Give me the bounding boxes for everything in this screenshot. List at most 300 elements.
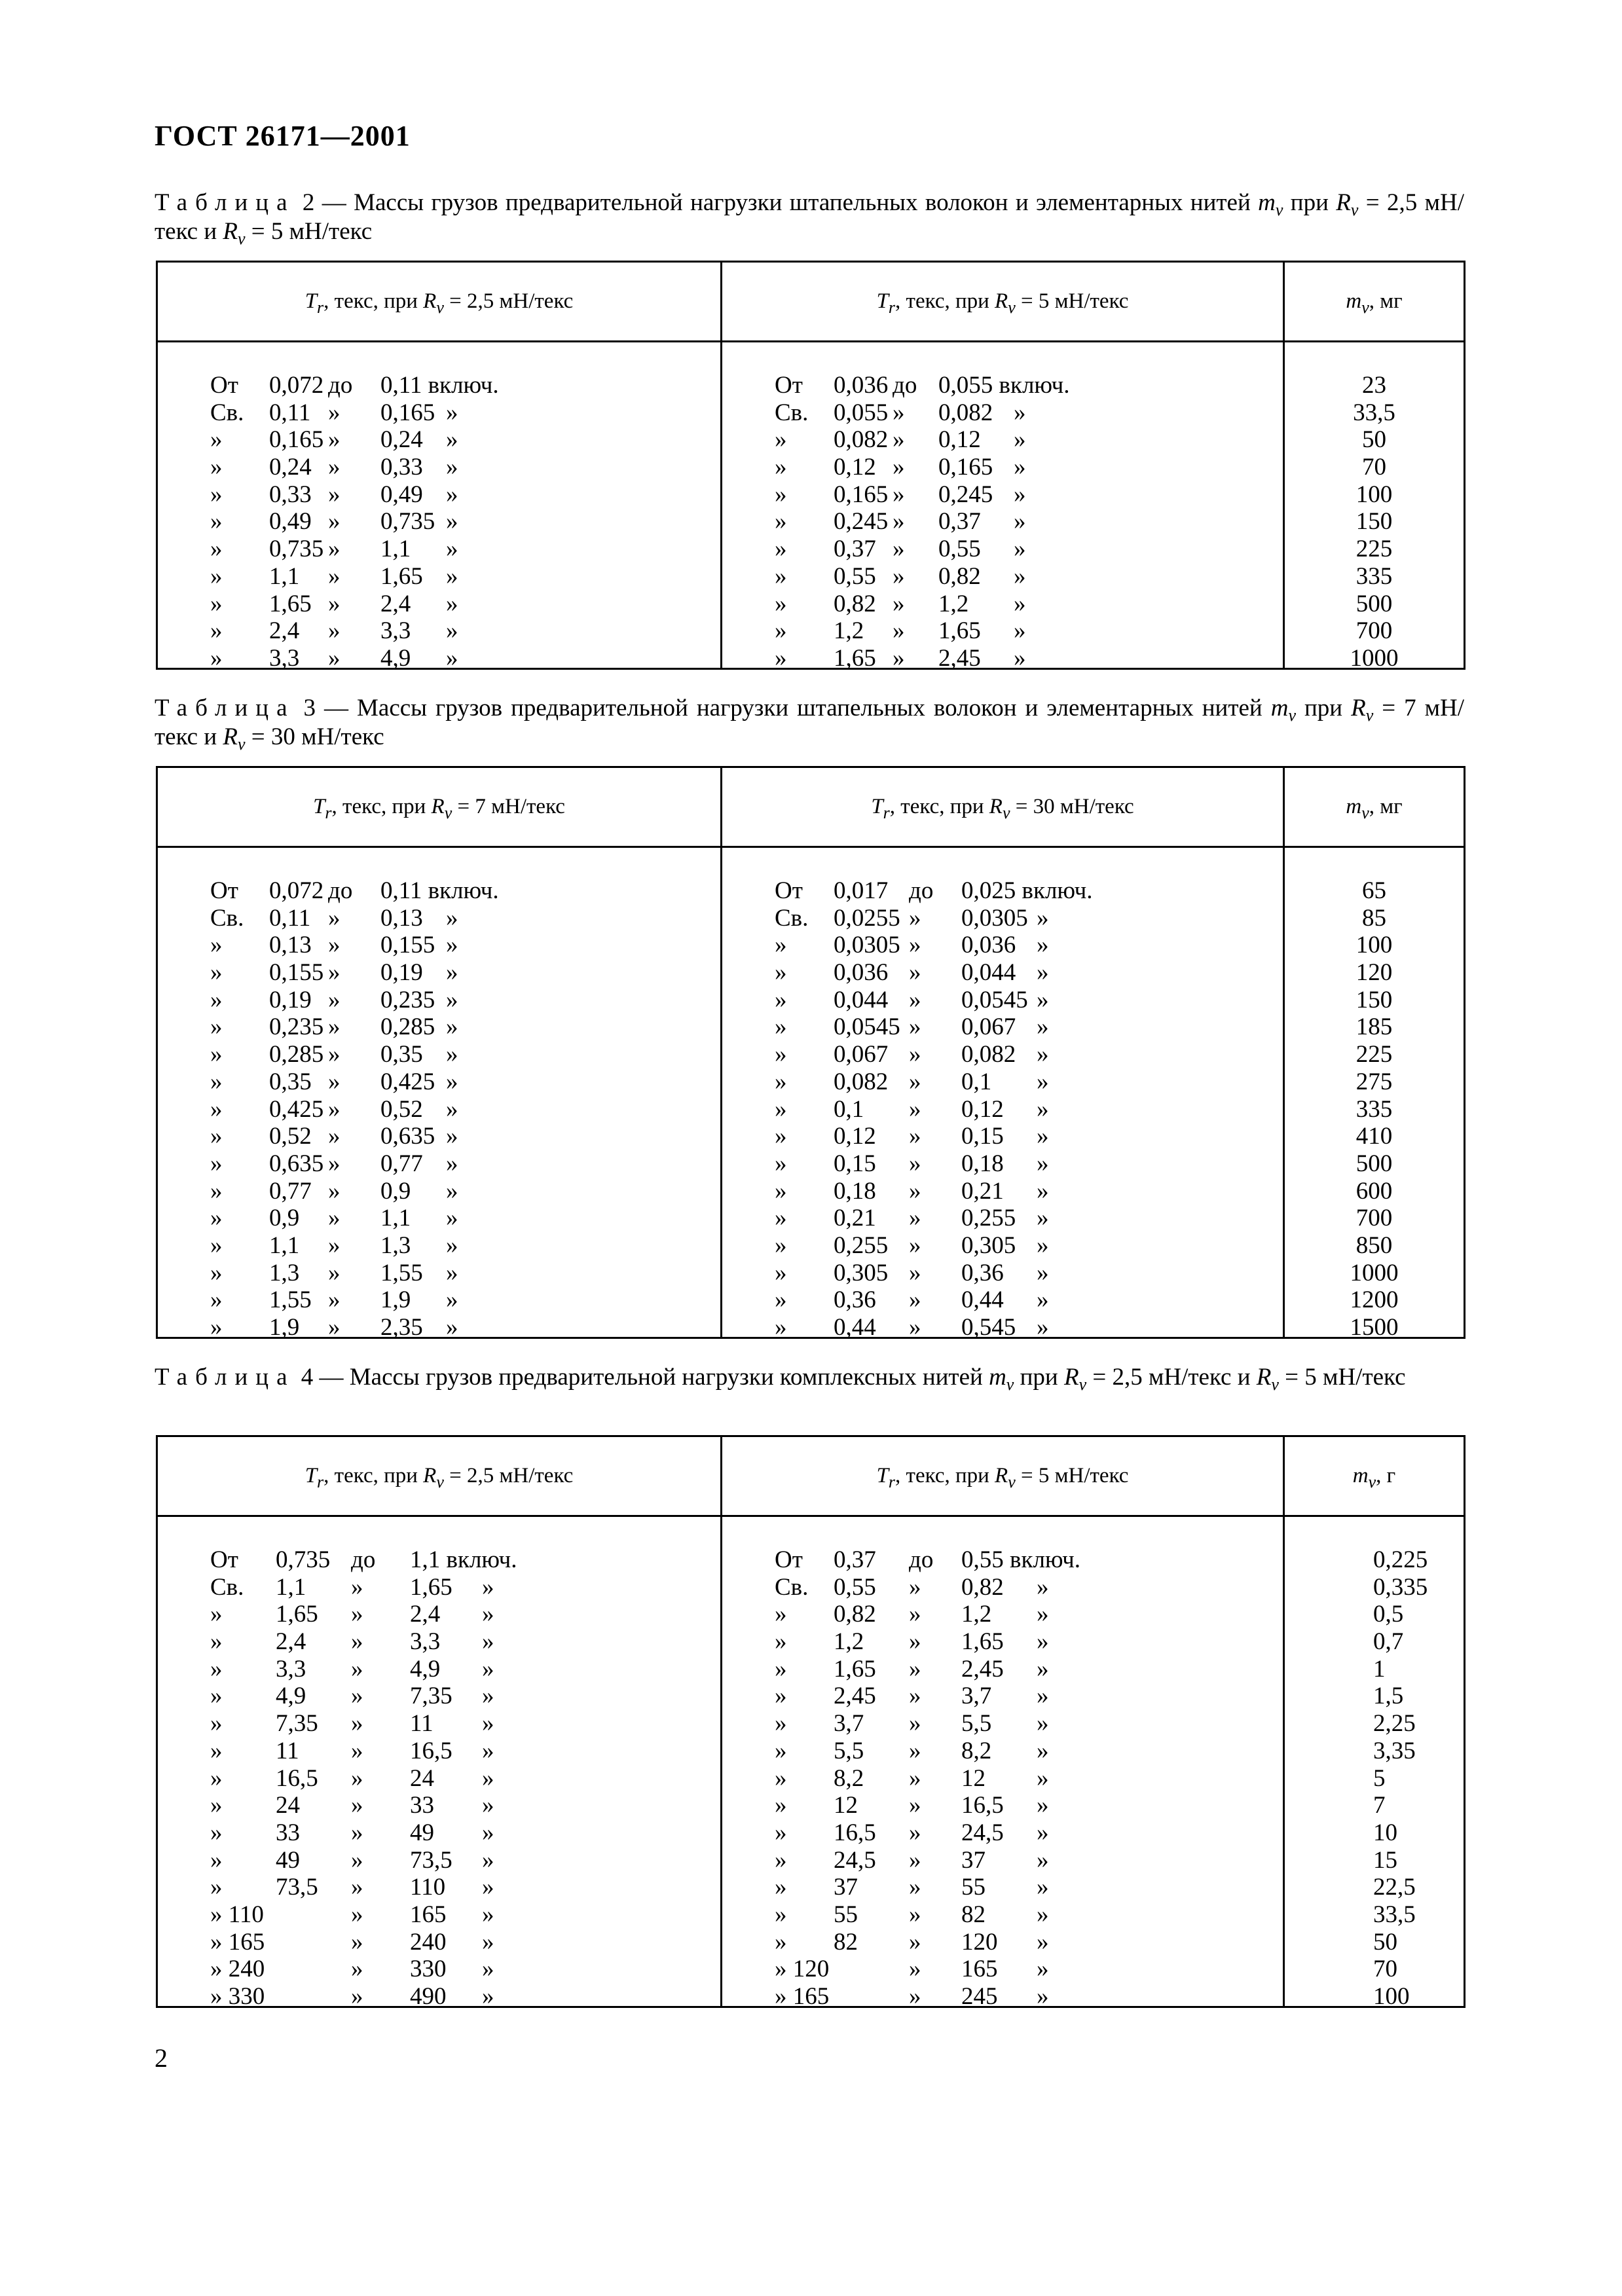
table-row: [1285, 1204, 1464, 1231]
cell-part: »: [775, 1205, 787, 1232]
mass-value: 0,335: [1373, 1573, 1428, 1601]
cell-part: 0,1: [961, 1068, 992, 1095]
cell-part: 0,52: [380, 1095, 423, 1123]
table-row: [1285, 481, 1464, 508]
cell-part: »: [909, 1928, 921, 1956]
cell-part: »: [909, 1628, 921, 1656]
cell-part: »: [909, 1286, 921, 1314]
cell-part: »: [1037, 1601, 1049, 1628]
cell-part: »: [1014, 590, 1026, 617]
cell-part: »: [1037, 1928, 1049, 1956]
cell-part: 24,5: [961, 1819, 1004, 1846]
table-row: [158, 877, 720, 904]
table-row: [722, 904, 1283, 932]
cell-part: 165: [961, 1956, 998, 1983]
cell-part: »: [328, 1150, 341, 1177]
cell-part: 0,33: [269, 481, 312, 508]
table-row: [1285, 986, 1464, 1013]
table-row: [158, 426, 720, 453]
mass-value: 185: [1355, 1013, 1393, 1041]
caption-sub: v: [1006, 1375, 1014, 1394]
table-row: [1285, 931, 1464, 958]
cell-part: »: [909, 1655, 921, 1683]
cell-part: От: [775, 372, 803, 399]
cell-part: »: [1037, 1819, 1049, 1846]
table-row: [722, 507, 1283, 535]
mass-value: 22,5: [1373, 1874, 1416, 1901]
cell-part: » 165: [775, 1983, 830, 2010]
table-row: [1285, 1709, 1464, 1737]
cell-part: »: [328, 986, 341, 1013]
cell-part: 1,9: [269, 1314, 300, 1341]
cell-part: »: [210, 454, 223, 481]
cell-part: »: [482, 1655, 494, 1683]
cell-part: »: [775, 1068, 787, 1095]
cell-part: Св.: [775, 399, 809, 426]
mass-value: 70: [1362, 454, 1386, 481]
header-text: , текс, при: [323, 1464, 424, 1487]
table-row: [158, 562, 720, 590]
header-sub: r: [317, 298, 324, 317]
mass-value: 500: [1355, 590, 1393, 617]
cell-part: 1,65: [276, 1601, 318, 1628]
caption-sub: v: [1350, 200, 1359, 219]
header-text: , г: [1376, 1464, 1396, 1487]
data-table: [156, 261, 1465, 670]
cell-part: 0,235: [269, 1013, 324, 1041]
mass-value: 150: [1355, 986, 1393, 1013]
cell-part: 5,5: [961, 1710, 992, 1738]
cell-part: »: [1037, 1205, 1049, 1232]
cell-part: 0,044: [834, 986, 889, 1013]
table-row: [158, 644, 720, 672]
table-row: [722, 1682, 1283, 1709]
cell-part: »: [210, 562, 223, 590]
cell-part: 0,165: [938, 454, 993, 481]
table-row: [1285, 371, 1464, 399]
caption-number: 3: [303, 695, 316, 721]
mass-value: 0,7: [1373, 1628, 1404, 1656]
cell-part: » 165: [210, 1928, 265, 1956]
mass-value: 850: [1355, 1231, 1393, 1259]
mass-value: 700: [1355, 1205, 1393, 1232]
cell-part: 0,425: [380, 1068, 435, 1095]
cell-part: »: [1037, 959, 1049, 987]
cell-part: »: [482, 1573, 494, 1601]
cell-part: 2,45: [938, 644, 981, 672]
cell-part: »: [328, 508, 341, 536]
cell-part: 240: [410, 1928, 447, 1956]
cell-part: 0,13: [380, 904, 423, 932]
table-row: [158, 986, 720, 1013]
cell-part: »: [1037, 1068, 1049, 1095]
cell-part: »: [1014, 644, 1026, 672]
cell-part: »: [1037, 1983, 1049, 2010]
caption-var: R: [223, 218, 238, 245]
header-text: , мг: [1369, 289, 1403, 313]
cell-part: »: [210, 1123, 223, 1150]
table-row: [1285, 507, 1464, 535]
cell-part: 0,77: [269, 1177, 312, 1205]
table-row: [722, 1286, 1283, 1313]
header-sub: v: [1002, 803, 1010, 822]
cell-part: »: [210, 1095, 223, 1123]
cell-part: »: [893, 454, 905, 481]
cell-part: »: [446, 617, 458, 645]
table-row: [722, 1122, 1283, 1150]
cell-part: »: [446, 959, 458, 987]
cell-part: »: [775, 1123, 787, 1150]
cell-part: »: [328, 1205, 341, 1232]
caption-text: = 5 мН/текс: [245, 218, 373, 245]
header-sub: v: [1008, 298, 1016, 317]
cell-part: »: [1037, 1177, 1049, 1205]
cell-part: 1,65: [410, 1573, 452, 1601]
caption-sub: v: [1275, 200, 1283, 219]
cell-part: »: [446, 1286, 458, 1314]
cell-part: »: [893, 590, 905, 617]
cell-part: »: [446, 904, 458, 932]
cell-part: »: [1037, 1123, 1049, 1150]
cell-part: »: [775, 1177, 787, 1205]
cell-part: 0,35: [269, 1068, 312, 1095]
table-row: [158, 1286, 720, 1313]
table-row: [158, 481, 720, 508]
cell-part: 0,082: [834, 426, 889, 454]
cell-part: »: [328, 1286, 341, 1314]
table-row: [722, 617, 1283, 644]
cell-part: 49: [410, 1819, 434, 1846]
cell-part: »: [351, 1928, 363, 1956]
cell-part: 0,15: [961, 1123, 1004, 1150]
table-row: [158, 958, 720, 986]
header-var: T: [304, 289, 318, 313]
caption-sub: v: [1078, 1375, 1087, 1394]
mass-value: 1200: [1350, 1286, 1399, 1314]
cell-part: »: [909, 1792, 921, 1819]
cell-part: »: [446, 481, 458, 508]
header-cell-tex-1: [158, 768, 720, 848]
cell-part: 11: [410, 1710, 433, 1738]
cell-part: 1,65: [834, 644, 876, 672]
cell-part: 7,35: [410, 1683, 452, 1710]
table-row: [1285, 1573, 1464, 1601]
cell-part: 37: [961, 1846, 986, 1874]
table-row: [158, 1901, 720, 1928]
table-row: [158, 371, 720, 399]
cell-part: »: [210, 1068, 223, 1095]
column-tex-1: [158, 342, 720, 672]
cell-part: »: [328, 590, 341, 617]
cell-part: »: [328, 617, 341, 645]
header-sub: v: [436, 1472, 444, 1491]
page-number: 2: [155, 2043, 168, 2073]
table-row: [722, 877, 1283, 904]
caption-var: m: [989, 1364, 1006, 1391]
table-row: [722, 1791, 1283, 1819]
cell-part: »: [351, 1737, 363, 1764]
table-row: [722, 1655, 1283, 1683]
cell-part: 82: [834, 1928, 858, 1956]
cell-part: »: [775, 644, 787, 672]
cell-part: 0,545: [961, 1314, 1016, 1341]
header-cell-tex-1: [158, 1437, 720, 1517]
cell-part: 49: [276, 1846, 300, 1874]
cell-part: »: [775, 1846, 787, 1874]
cell-part: »: [351, 1819, 363, 1846]
header-text: , текс, при: [895, 1464, 995, 1487]
cell-part: 0,9: [380, 1177, 411, 1205]
cell-part: »: [328, 1314, 341, 1341]
cell-part: »: [775, 1710, 787, 1738]
cell-part: 0,11 включ.: [380, 877, 499, 904]
cell-part: 0,36: [834, 1286, 876, 1314]
cell-part: »: [210, 1846, 223, 1874]
cell-part: 12: [834, 1792, 858, 1819]
table-row: [1285, 1259, 1464, 1286]
cell-part: 5,5: [834, 1737, 864, 1764]
cell-part: Св.: [210, 1573, 244, 1601]
cell-part: 24: [410, 1764, 434, 1792]
cell-part: 0,18: [961, 1150, 1004, 1177]
table-row: [722, 1231, 1283, 1259]
mass-value: 100: [1355, 481, 1393, 508]
cell-part: 0,255: [961, 1205, 1016, 1232]
cell-part: 55: [961, 1874, 986, 1901]
caption-var: m: [1270, 695, 1289, 721]
cell-part: »: [1037, 1792, 1049, 1819]
table-row: [722, 1313, 1283, 1341]
table-row: [158, 1737, 720, 1764]
cell-part: 33: [410, 1792, 434, 1819]
table-row: [158, 1982, 720, 2010]
table-row: [158, 590, 720, 617]
cell-part: »: [482, 1956, 494, 1983]
mass-value: 3,35: [1373, 1737, 1416, 1764]
table-row: [722, 1040, 1283, 1068]
cell-part: Св.: [210, 399, 244, 426]
cell-part: 0,21: [834, 1205, 876, 1232]
header-sub: v: [444, 803, 452, 822]
table-row: [722, 931, 1283, 958]
cell-part: 0,425: [269, 1095, 324, 1123]
cell-part: »: [210, 1819, 223, 1846]
cell-part: 0,255: [834, 1231, 889, 1259]
table-row: [158, 617, 720, 644]
mass-value: 225: [1355, 536, 1393, 563]
cell-part: »: [1014, 454, 1026, 481]
cell-part: »: [482, 1710, 494, 1738]
header-text: = 2,5 мН/текс: [443, 1464, 574, 1487]
header-var: T: [304, 1464, 318, 1487]
cell-part: »: [909, 932, 921, 959]
mass-value: 50: [1373, 1928, 1397, 1956]
cell-part: »: [909, 1819, 921, 1846]
mass-value: 100: [1373, 1983, 1410, 2010]
cell-part: »: [775, 1928, 787, 1956]
cell-part: »: [482, 1737, 494, 1764]
cell-part: » 240: [210, 1956, 265, 1983]
cell-part: »: [775, 1314, 787, 1341]
cell-part: 3,3: [380, 617, 411, 645]
table-row: [1285, 1628, 1464, 1655]
cell-part: »: [210, 644, 223, 672]
cell-part: »: [1037, 1710, 1049, 1738]
column-tex-1: [158, 848, 720, 1341]
cell-part: »: [210, 1737, 223, 1764]
header-text: = 5 мН/текс: [1015, 1464, 1129, 1487]
caption-sub: v: [237, 735, 246, 754]
cell-part: 1,65: [961, 1628, 1004, 1656]
table-row: [158, 1177, 720, 1205]
table-row: [1285, 617, 1464, 644]
table-row: [158, 1095, 720, 1123]
table-row: [158, 1628, 720, 1655]
table-row: [1285, 1764, 1464, 1792]
cell-part: »: [909, 1095, 921, 1123]
cell-part: 0,12: [834, 454, 876, 481]
cell-part: »: [446, 508, 458, 536]
cell-part: 110: [410, 1874, 446, 1901]
table-row: [1285, 1901, 1464, 1928]
cell-part: »: [210, 1792, 223, 1819]
header-var: T: [876, 289, 889, 313]
table-row: [722, 1150, 1283, 1177]
cell-part: »: [775, 1901, 787, 1928]
cell-part: »: [482, 1683, 494, 1710]
header-cell-tex-2: [722, 1437, 1283, 1517]
caption-sub: v: [237, 229, 246, 248]
cell-part: »: [446, 1205, 458, 1232]
cell-part: »: [893, 481, 905, 508]
cell-part: 8,2: [961, 1737, 992, 1764]
cell-part: »: [909, 1983, 921, 2010]
header-cell-mass: [1285, 768, 1464, 848]
cell-part: »: [775, 1792, 787, 1819]
cell-part: 0,165: [269, 426, 324, 454]
table-row: [722, 1737, 1283, 1764]
cell-part: »: [775, 1683, 787, 1710]
cell-part: »: [1014, 399, 1026, 426]
cell-part: »: [909, 1041, 921, 1068]
table-row: [722, 590, 1283, 617]
table-row: [1285, 1095, 1464, 1123]
cell-part: »: [909, 1874, 921, 1901]
caption-text: — Массы грузов предварительной нагрузки штапельных волокон и элементарных нитей: [324, 695, 1271, 721]
cell-part: »: [351, 1792, 363, 1819]
header-sub: v: [1368, 1472, 1376, 1491]
caption-var: R: [1336, 189, 1351, 216]
cell-part: »: [328, 1095, 341, 1123]
cell-part: 16,5: [276, 1764, 318, 1792]
cell-part: »: [351, 1573, 363, 1601]
table-row: [722, 1259, 1283, 1286]
cell-part: 0,15: [834, 1150, 876, 1177]
cell-part: »: [210, 1286, 223, 1314]
table-row: [1285, 1013, 1464, 1040]
cell-part: »: [210, 1013, 223, 1041]
cell-part: »: [1037, 1314, 1049, 1341]
cell-part: »: [1014, 426, 1026, 454]
header-var: R: [431, 795, 445, 818]
cell-part: »: [909, 986, 921, 1013]
header-sub: v: [1361, 298, 1369, 317]
cell-part: 16,5: [834, 1819, 876, 1846]
header-sub: r: [317, 1472, 324, 1491]
cell-part: »: [328, 481, 341, 508]
cell-part: 0,44: [961, 1286, 1004, 1314]
cell-part: 0,11: [269, 904, 311, 932]
table-row: [722, 1204, 1283, 1231]
cell-part: »: [1037, 1095, 1049, 1123]
cell-part: »: [210, 1205, 223, 1232]
table-row: [722, 371, 1283, 399]
cell-part: 73,5: [276, 1874, 318, 1901]
cell-part: 0,155: [380, 932, 435, 959]
cell-part: »: [909, 1068, 921, 1095]
cell-part: »: [210, 932, 223, 959]
cell-part: 73,5: [410, 1846, 452, 1874]
column-tex-2: [722, 1517, 1283, 2010]
cell-part: »: [909, 1231, 921, 1259]
column-mass: [1285, 1517, 1464, 2010]
cell-part: »: [775, 590, 787, 617]
cell-part: »: [775, 1874, 787, 1901]
cell-part: »: [328, 1068, 341, 1095]
header-cell-tex-2: [722, 263, 1283, 342]
cell-part: »: [210, 1655, 223, 1683]
cell-part: 1,1: [380, 1205, 411, 1232]
cell-part: »: [893, 399, 905, 426]
cell-part: 4,9: [276, 1683, 306, 1710]
cell-part: »: [1037, 1628, 1049, 1656]
table-row: [158, 1259, 720, 1286]
cell-part: »: [446, 590, 458, 617]
cell-part: 0,36: [961, 1259, 1004, 1286]
cell-part: 2,4: [269, 617, 300, 645]
caption-text: при: [1014, 1364, 1064, 1391]
mass-value: 120: [1355, 959, 1393, 987]
header-cell-mass: [1285, 263, 1464, 342]
cell-part: »: [210, 1231, 223, 1259]
table-row: [1285, 1955, 1464, 1982]
header-sub: v: [436, 298, 444, 317]
cell-part: »: [446, 1041, 458, 1068]
cell-part: 0,067: [834, 1041, 889, 1068]
cell-part: 3,3: [410, 1628, 441, 1656]
cell-part: »: [328, 1123, 341, 1150]
cell-part: 0,072: [269, 372, 324, 399]
table-row: [158, 1873, 720, 1901]
cell-part: 0,12: [961, 1095, 1004, 1123]
cell-part: 1,3: [380, 1231, 411, 1259]
cell-part: »: [775, 986, 787, 1013]
cell-part: »: [775, 536, 787, 563]
cell-part: »: [446, 426, 458, 454]
cell-part: 1,2: [961, 1601, 992, 1628]
cell-part: »: [210, 959, 223, 987]
header-var: T: [313, 795, 325, 818]
cell-part: 1,1: [269, 562, 300, 590]
cell-part: 24: [276, 1792, 300, 1819]
header-cell-tex-2: [722, 768, 1283, 848]
table-row: [1285, 1737, 1464, 1764]
cell-part: »: [210, 536, 223, 563]
cell-part: 0,11 включ.: [380, 372, 499, 399]
table-row: [1285, 453, 1464, 481]
cell-part: »: [328, 426, 341, 454]
document-title: ГОСТ 26171—2001: [155, 120, 411, 152]
